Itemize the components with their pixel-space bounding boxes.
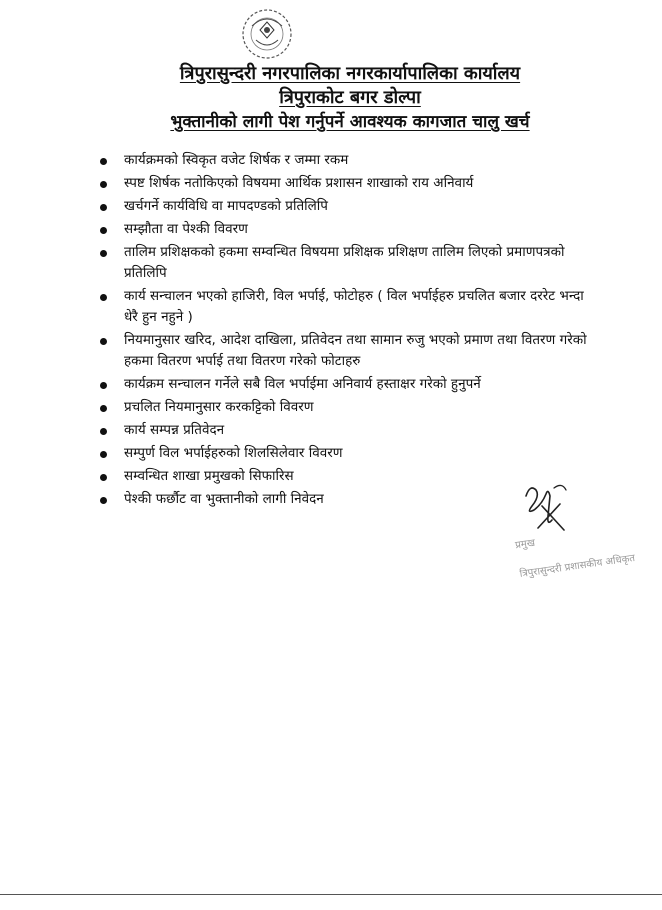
list-item bbox=[96, 397, 596, 418]
list-item bbox=[96, 374, 596, 395]
list-item bbox=[96, 173, 596, 194]
list-item bbox=[96, 219, 596, 240]
bullet-icon bbox=[100, 338, 107, 345]
document-header bbox=[90, 62, 610, 134]
list-item-text: कार्यक्रमको स्विकृत वजेट शिर्षक र जम्मा रकम bbox=[124, 152, 349, 168]
list-item-text: कार्यक्रम सन्चालन गर्नेले सबै विल भर्पाईमा अनिवार्य हस्ताक्षर गरेको हुनुपर्ने bbox=[124, 376, 481, 392]
list-item-text: प्रचलित नियमानुसार करकट्टिको विवरण bbox=[124, 399, 314, 415]
list-item bbox=[96, 443, 596, 464]
list-item-text: कार्य सन्चालन भएको हाजिरी, विल भर्पाई, फोटोहरु ( विल भर्पाईहरु प्रचलित बजार दररेट भन्दा धेरै हुन नहुने ) bbox=[124, 288, 584, 325]
bullet-icon bbox=[100, 474, 107, 481]
bullet-icon bbox=[100, 158, 107, 165]
bullet-icon bbox=[100, 428, 107, 435]
list-item bbox=[96, 330, 596, 372]
list-item-text: तालिम प्रशिक्षकको हकमा सम्वन्धित विषयमा प्रशिक्षक प्रशिक्षण तालिम लिएको प्रमाणपत्रको प्रतिलिपि bbox=[124, 244, 565, 281]
list-item-text: पेश्की फर्छौट वा भुक्तानीको लागी निवेदन bbox=[124, 491, 324, 507]
official-stamp bbox=[505, 512, 635, 592]
list-item bbox=[96, 286, 596, 328]
bullet-icon bbox=[100, 204, 107, 211]
list-item-text: सम्झौता वा पेश्की विवरण bbox=[124, 221, 248, 237]
list-item bbox=[96, 150, 596, 171]
list-item-text: स्पष्ट शिर्षक नतोकिएको विषयमा आर्थिक प्रशासन शाखाको राय अनिवार्य bbox=[124, 175, 474, 191]
bullet-icon bbox=[100, 451, 107, 458]
bullet-icon bbox=[100, 382, 107, 389]
list-item-text: कार्य सम्पन्न प्रतिवेदन bbox=[124, 422, 225, 438]
municipal-seal-icon bbox=[232, 4, 302, 66]
list-item-text: सम्वन्धित शाखा प्रमुखको सिफारिस bbox=[124, 468, 294, 484]
page-bottom-rule bbox=[0, 894, 662, 895]
stamp-title: प्रमुख bbox=[514, 537, 536, 552]
list-item-text: सम्पुर्ण विल भर्पाईहरुको शिलसिलेवार विवरण bbox=[124, 445, 343, 461]
stamp-designation: त्रिपुरासुन्दरी प्रशासकीय अधिकृत bbox=[519, 552, 636, 581]
office-name-heading: त्रिपुरासुन्दरी नगरपालिका नगरकार्यापालिका कार्यालय bbox=[179, 63, 521, 84]
list-item bbox=[96, 420, 596, 441]
bullet-icon bbox=[100, 181, 107, 188]
bullet-icon bbox=[100, 405, 107, 412]
bullet-icon bbox=[100, 497, 107, 504]
bullet-icon bbox=[100, 227, 107, 234]
list-item-text: नियमानुसार खरिद, आदेश दाखिला, प्रतिवेदन तथा सामान रुजु भएको प्रमाण तथा वितरण गरेको हकमा वितरण भर्पाई तथा वितरण गरेको फोटाहरु bbox=[124, 332, 587, 369]
bullet-icon bbox=[100, 250, 107, 257]
office-address-heading: त्रिपुराकोट बगर डोल्पा bbox=[279, 87, 421, 108]
document-subject-heading: भुक्तानीको लागी पेश गर्नुपर्ने आवश्यक कागजात चालु खर्च bbox=[170, 112, 530, 132]
required-documents-list bbox=[96, 150, 596, 512]
list-item bbox=[96, 242, 596, 284]
bullet-icon bbox=[100, 294, 107, 301]
list-item-text: खर्चगर्ने कार्यविधि वा मापदण्डको प्रतिलिपि bbox=[124, 198, 328, 214]
list-item bbox=[96, 196, 596, 217]
